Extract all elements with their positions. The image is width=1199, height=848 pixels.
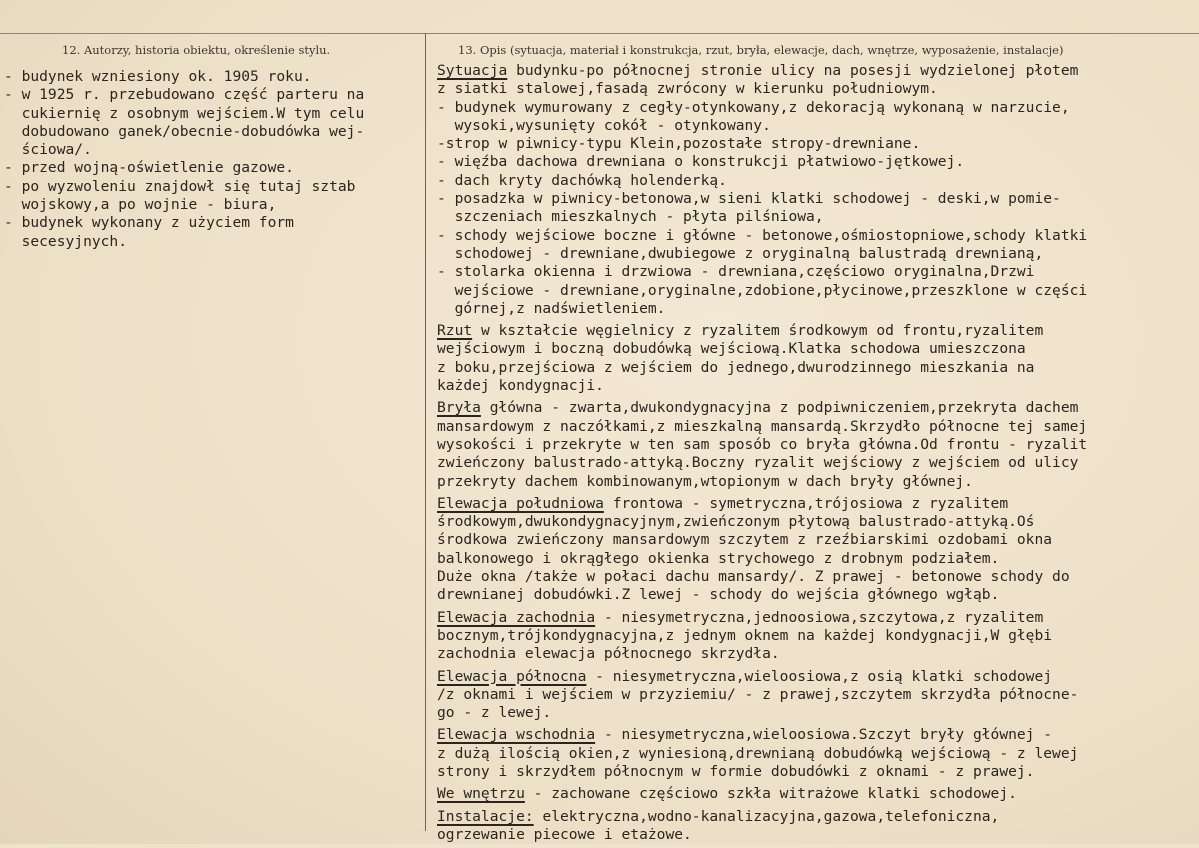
section-text: frontowa - symetryczna,trójosiowa z ryzalitem: [603, 494, 1009, 512]
section-text: środkowa zwieńczony mansardowym szczytem z rzeźbiarskimi ozdobami okna: [437, 531, 1053, 549]
section-text: zwieńczony balustrado-attyką.Boczny ryzalit wejściowy z wejściem od ulicy: [437, 454, 1079, 472]
section-text: /z oknami i wejściem w przyziemiu/ - z prawej,szczytem skrzydła północne-: [437, 685, 1079, 703]
section-text: szczeniach mieszkalnych - płyta pilśniowa,: [437, 208, 824, 226]
section-text: drewnianej dobudówki.Z lewej - schody do wejścia głównego wgłąb.: [437, 586, 1000, 604]
description-line: [437, 135, 1199, 153]
section-text: z siatki stalowej,fasadą zwrócony w kierunku południowym.: [437, 80, 938, 98]
section-heading: Bryła: [437, 399, 481, 417]
top-rule: [0, 33, 1199, 34]
history-line: wojskowy,a po wojnie - biura,: [4, 196, 277, 214]
section-text: - niesymetryczna,wieloosiowa.Szczyt bryły głównej -: [595, 726, 1053, 744]
section-text: Duże okna /także w połaci dachu mansardy/. Z prawej - betonowe schody do: [437, 568, 1070, 586]
description-section: [437, 726, 1199, 781]
section-text: -strop w piwnicy-typu Klein,pozostałe stropy-drewniane.: [437, 135, 921, 153]
section-text: - budynek wymurowany z cegły-otynkowany,z dekoracją wykonaną w narzucie,: [437, 98, 1070, 116]
section-text: z dużą ilością okien,z wyniesioną,drewnianą dobudówką wejściową - z lewej: [437, 744, 1079, 762]
history-line: - budynek wzniesiony ok. 1905 roku.: [4, 68, 312, 85]
description-line: [437, 190, 1199, 208]
section-text: strony i skrzydłem północnym w formie dobudówki z oknami - z prawej.: [437, 762, 1035, 780]
description-line: [437, 418, 1199, 436]
section-text: - niesymetryczna,wieloosiowa,z osią klatki schodowej: [586, 667, 1053, 685]
section-text: go - z lewej.: [437, 704, 552, 722]
right-column-header: 13. Opis (sytuacja, materiał i konstrukcja, rzut, bryła, elewacje, dach, wnętrze, wyposażenie, instalacje): [458, 43, 1064, 57]
section-text: - schody wejściowe boczne i główne - betonowe,ośmiostopniowe,schody klatki: [437, 226, 1088, 244]
description-line: [437, 62, 1199, 80]
description-line: [437, 745, 1199, 763]
description-line: [437, 263, 1199, 281]
description-line: [437, 531, 1199, 549]
section-text: wejściowym i boczną dobudówką wejściową.Klatka schodowa umieszczona: [437, 340, 1026, 358]
section-text: - dach kryty dachówką holenderką.: [437, 171, 727, 189]
description-line: [437, 550, 1199, 568]
section-text: każdej kondygnacji.: [437, 377, 604, 395]
section-text: górnej,z nadświetleniem.: [437, 299, 666, 317]
description-section: [437, 399, 1199, 490]
description-line: [437, 80, 1199, 98]
description-section: [437, 668, 1199, 723]
section-text: środkowym,dwukondygnacyjnym,zwieńczonym płytową balustrado-attyką.Oś: [437, 513, 1035, 531]
section-text: z boku,przejściowa z wejściem do jednego,dwurodzinnego mieszkania na: [437, 358, 1035, 376]
section-text: mansardowym z naczółkami,z mieszkalną mansardą.Skrzydło północne tej samej: [437, 417, 1088, 435]
section-heading: Sytuacja: [437, 62, 508, 79]
description-line: [437, 513, 1199, 531]
description-line: [437, 282, 1199, 300]
description-column: [437, 62, 1199, 848]
description-section: [437, 495, 1199, 605]
description-line: [437, 645, 1199, 663]
section-text: - niesymetryczna,jednoosiowa,szczytowa,z ryzalitem: [595, 608, 1044, 626]
description-section: [437, 808, 1199, 845]
column-divider: [425, 33, 426, 831]
description-line: [437, 495, 1199, 513]
history-line: - budynek wykonany z użyciem form: [4, 214, 294, 232]
section-text: wysoki,wysunięty cokół - otynkowany.: [437, 116, 771, 134]
description-line: [437, 153, 1199, 171]
history-line: - w 1925 r. przebudowano część parteru na: [4, 86, 365, 104]
history-column: [4, 68, 424, 251]
description-line: [437, 117, 1199, 135]
description-line: [437, 473, 1199, 491]
section-heading: Elewacja wschodnia: [437, 726, 596, 744]
description-section: [437, 609, 1199, 664]
section-text: - więźba dachowa drewniana o konstrukcji płatwiowo-jętkowej.: [437, 153, 965, 171]
description-section: [437, 322, 1199, 395]
section-text: budynku-po północnej stronie ulicy na posesji wydzielonej płotem: [507, 62, 1079, 79]
section-text: wysokości i przekryte w ten sam sposób co bryła główna.Od frontu - ryzalit: [437, 435, 1088, 453]
description-line: [437, 359, 1199, 377]
section-text: - zachowane częściowo szkła witrażowe klatki schodowej.: [524, 785, 1017, 803]
description-line: [437, 686, 1199, 704]
description-line: [437, 245, 1199, 263]
section-heading: Elewacja zachodnia: [437, 608, 596, 626]
section-heading: We wnętrzu: [437, 785, 525, 803]
section-text: elektryczna,wodno-kanalizacyjna,gazowa,telefoniczna,: [533, 807, 1000, 825]
description-line: [437, 208, 1199, 226]
section-heading: Elewacja południowa: [437, 494, 604, 512]
description-line: [437, 377, 1199, 395]
description-line: [437, 763, 1199, 781]
history-line: - przed wojną-oświetlenie gazowe.: [4, 159, 294, 177]
description-line: [437, 627, 1199, 645]
section-heading: Elewacja północna: [437, 667, 587, 685]
section-text: przekryty dachem kombinowanym,wtopionym w dach bryły głównej.: [437, 472, 973, 490]
section-text: bocznym,trójkondygnacyjna,z jednym oknem na każdej kondygnacji,W głębi: [437, 626, 1053, 644]
description-line: [437, 436, 1199, 454]
description-line: [437, 826, 1199, 844]
description-line: [437, 172, 1199, 190]
section-text: w kształcie węgielnicy z ryzalitem środkowym od frontu,ryzalitem: [472, 322, 1044, 340]
section-text: - posadzka w piwnicy-betonowa,w sieni klatki schodowej - deski,w pomie-: [437, 190, 1061, 208]
description-line: [437, 399, 1199, 417]
description-line: [437, 568, 1199, 586]
section-text: balkonowego i okrągłego okienka strychowego z drobnym podziałem.: [437, 549, 1000, 567]
description-line: [437, 668, 1199, 686]
section-text: wejściowe - drewniane,oryginalne,zdobione,płycinowe,przeszklone w części: [437, 281, 1088, 299]
history-line: cukiernię z osobnym wejściem.W tym celu: [4, 104, 365, 122]
section-text: zachodnia elewacja północnego skrzydła.: [437, 645, 780, 663]
description-line: [437, 227, 1199, 245]
description-line: [437, 586, 1199, 604]
section-text: główna - zwarta,dwukondygnacyjna z podpiwniczeniem,przekryta dachem: [480, 399, 1079, 417]
description-section: [437, 62, 1199, 318]
description-line: [437, 99, 1199, 117]
description-section: [437, 785, 1199, 803]
description-line: [437, 300, 1199, 318]
description-line: [437, 704, 1199, 722]
section-heading: Instalacje:: [437, 807, 534, 825]
section-text: ogrzewanie piecowe i etażowe.: [437, 825, 692, 843]
history-line: ściowa/.: [4, 141, 92, 159]
section-text: schodowej - drewniane,dwubiegowe z oryginalną balustradą drewnianą,: [437, 244, 1044, 262]
section-heading: Rzut: [437, 322, 473, 340]
description-line: [437, 609, 1199, 627]
description-line: [437, 808, 1199, 826]
description-line: [437, 454, 1199, 472]
history-line: - po wyzwoleniu znajdowł się tutaj sztab: [4, 177, 356, 195]
description-line: [437, 726, 1199, 744]
left-column-header: 12. Autorzy, historia obiektu, określenie stylu.: [62, 43, 331, 57]
description-line: [437, 340, 1199, 358]
history-line: dobudowano ganek/obecnie-dobudówka wej-: [4, 122, 365, 140]
description-line: [437, 785, 1199, 803]
description-line: [437, 322, 1199, 340]
section-text: - stolarka okienna i drzwiowa - drewniana,częściowo oryginalna,Drzwi: [437, 263, 1035, 281]
history-line: secesyjnych.: [4, 232, 128, 250]
